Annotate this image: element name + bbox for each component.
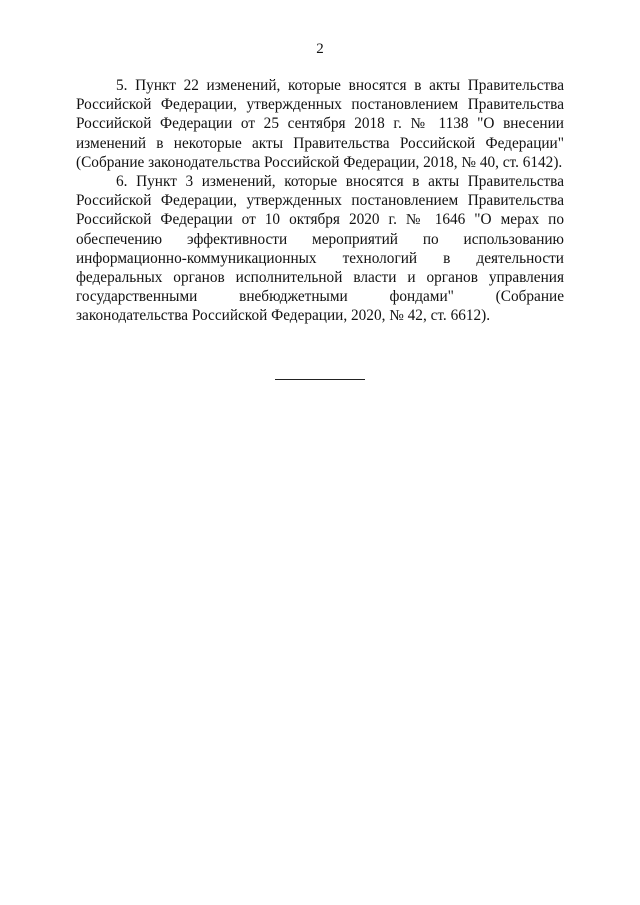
paragraph-item-6: 6. Пункт 3 изменений, которые вносятся в акты Правительства Российской Федерации, утвержденных постановлением Правительства Российской Федерации от 10 октября 2020 г. № 1646 "О мерах по обеспечению эффективности мероприятий по использованию информационно-коммуникационных технологий в деятельности федеральных органов исполнительной власти и органов управления государственными внебюджетными фондами" (Собрание законодательства Российской Федерации, 2020, № 42, ст. 6612).	[76, 173, 564, 325]
end-divider-line	[275, 379, 365, 380]
paragraph-item-5: 5. Пункт 22 изменений, которые вносятся в акты Правительства Российской Федерации, утвержденных постановлением Правительства Российской Федерации от 25 сентября 2018 г. № 1138 "О внесении изменений в некоторые акты Правительства Российской Федерации" (Собрание законодательства Российской Федерации, 2018, № 40, ст. 6142).	[76, 77, 564, 171]
document-body	[76, 76, 564, 326]
page-number: 2	[316, 41, 324, 57]
